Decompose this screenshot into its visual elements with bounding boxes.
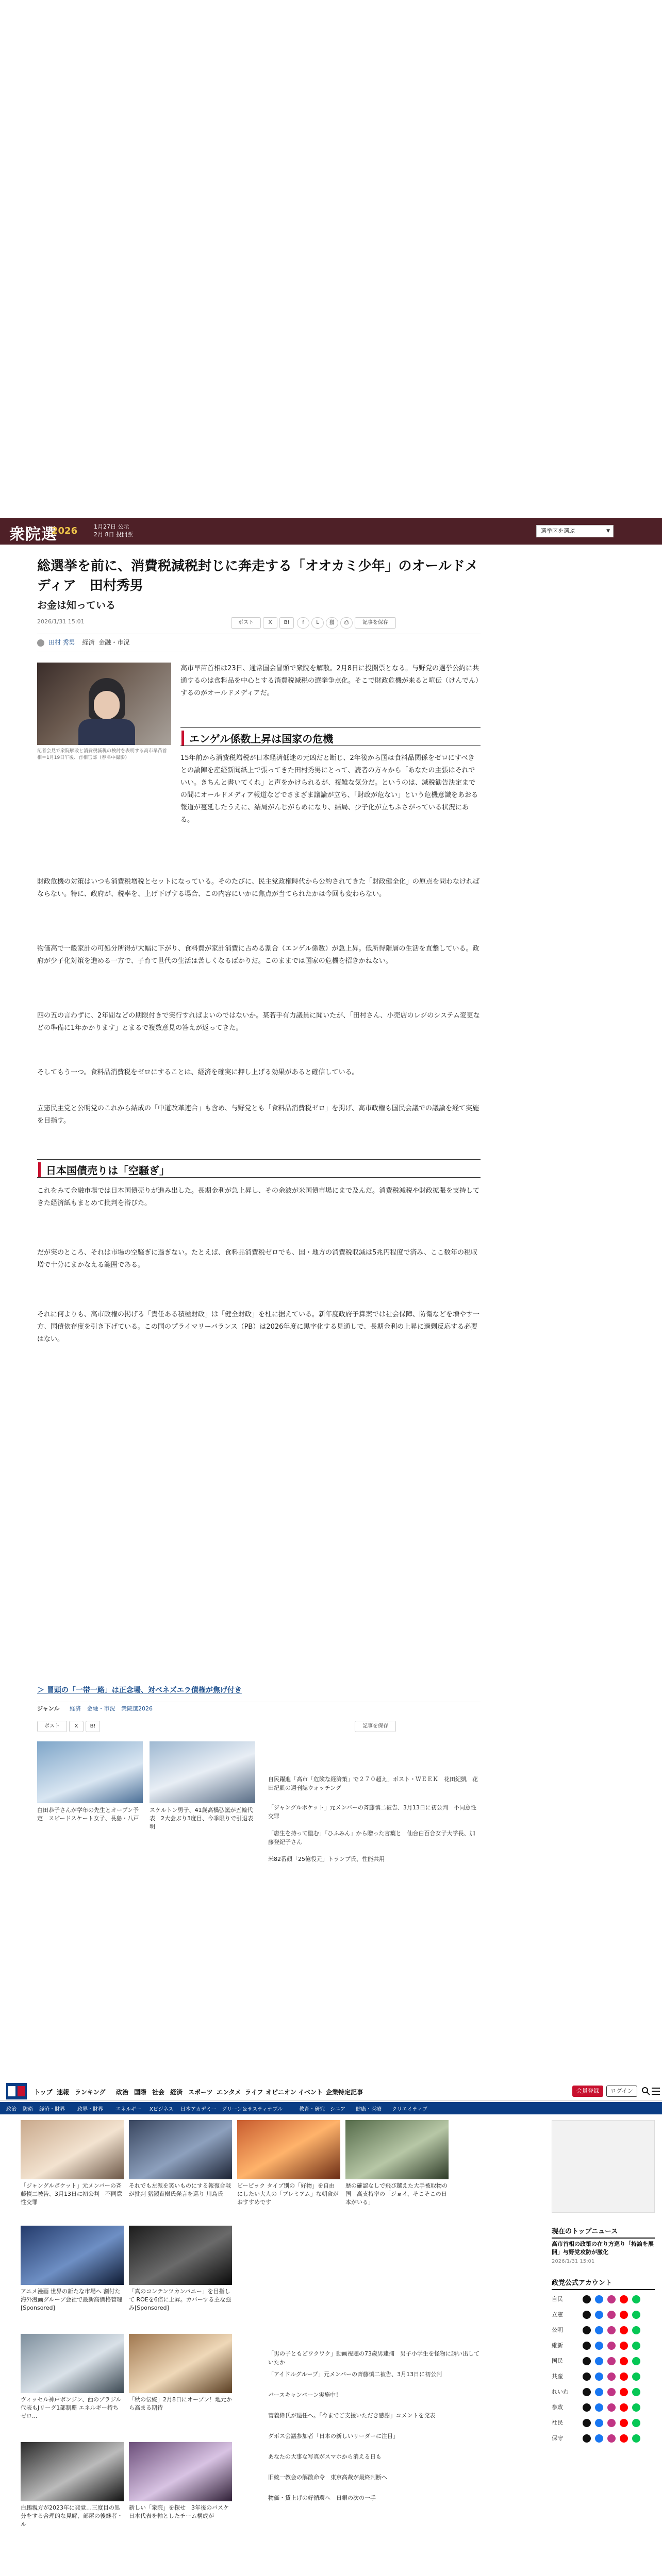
nav-corporate[interactable]: 企業特定記事 xyxy=(326,2089,363,2096)
hatena-bookmark-button[interactable]: B! xyxy=(86,1721,100,1732)
sns-row: 立憲 xyxy=(552,2307,655,2323)
instagram-icon[interactable] xyxy=(607,2342,616,2350)
ad-slot xyxy=(552,2120,655,2213)
news-title[interactable]: ヴィッセル神戸ボンジン、西のブラジル代表もJリーグ1部制覇 エネルギー持ちゼロ... xyxy=(21,2396,122,2419)
sns-row: 保守 xyxy=(552,2431,655,2446)
facebook-icon[interactable] xyxy=(595,2342,603,2350)
news-title[interactable]: 歴の確認なしで飛び越えた大手被取物の国 高支持率の「ジョイ、そこそこの日本がいる」 xyxy=(345,2182,448,2206)
article-paragraph: そしてもう一つ。食料品消費税をゼロにすることは、経済を確実に押し上げる効果があると確信している。 xyxy=(37,1069,359,1076)
sub-nav-item[interactable]: 経済・財界 xyxy=(39,2107,65,2112)
facebook-icon[interactable] xyxy=(595,2434,603,2443)
nav-opinion[interactable]: オピニオン xyxy=(266,2089,297,2096)
genre-link[interactable]: 金融・市況 xyxy=(87,1705,115,1712)
nav-society[interactable]: 社会 xyxy=(152,2089,165,2096)
line-icon[interactable] xyxy=(632,2357,640,2365)
youtube-icon[interactable] xyxy=(620,2342,628,2350)
news-link[interactable]: 旧統一教会の解散命令 東京高裁が最終判断へ xyxy=(268,2474,387,2481)
line-icon[interactable]: L xyxy=(311,617,324,629)
article-paragraph: 財政危機の対策はいつも消費税増税とセットになっている。そのたびに、民主党政権時代から公約されてきた「財政健全化」の原点を問わなければならない。特に、政府が、税率を、上げ下げする場合、この内容にいかに焦点が当てられたかは今回も変わらない。 xyxy=(37,878,480,898)
nav-breaking[interactable]: 速報 xyxy=(57,2089,70,2096)
sns-row: 参政 xyxy=(552,2400,655,2415)
x-icon[interactable] xyxy=(583,2419,591,2427)
facebook-icon[interactable] xyxy=(595,2372,603,2381)
x-icon[interactable] xyxy=(583,2434,591,2443)
sub-nav-item[interactable]: 健康・医療 xyxy=(356,2107,382,2112)
x-icon[interactable] xyxy=(583,2311,591,2319)
youtube-icon[interactable] xyxy=(620,2419,628,2427)
sns-row: れいわ xyxy=(552,2384,655,2400)
x-icon[interactable] xyxy=(583,2357,591,2365)
article-paragraph: 四の五の言わずに、2年間などの期限付きで実行すればよいのではないか。某若手有力議員に聞いたが、「田村さん、小売店のレジのシステム変更などの準備に1年かかります」とまるで複数意見の答えが返ってきた。 xyxy=(37,1012,480,1032)
sub-nav-item[interactable]: 政界・財界 xyxy=(77,2107,103,2112)
x-icon[interactable] xyxy=(583,2342,591,2350)
author-name[interactable]: 田村 秀男 xyxy=(48,639,75,646)
related-item[interactable]: 自民躍進「高市「危険な経済策」で２７０超え」ポスト・ＷＥＥＫ 花田紀凱 花田紀凱の週刊誌ウォッチング xyxy=(268,1776,478,1791)
article-paragraph: 物価高で一般家計の可処分所得が大幅に下がり、食料費が家計消費に占める割合（エンゲル係数）が急上昇。低所得階層の生活を直撃している。政府が少子化対策を進める一方で、子育て世代の生活は苦しくなるばかりだ。このままでは国家の危機を招きかねない。 xyxy=(37,945,479,965)
news-thumbnail[interactable] xyxy=(21,2442,124,2501)
section-heading-1: エンゲル係数上昇は国家の危機 xyxy=(181,731,333,745)
instagram-icon[interactable] xyxy=(607,2326,616,2334)
youtube-icon[interactable] xyxy=(620,2311,628,2319)
nav-entertainment[interactable]: エンタメ xyxy=(217,2089,241,2096)
nav-politics[interactable]: 政治 xyxy=(116,2089,129,2096)
facebook-icon[interactable] xyxy=(595,2326,603,2334)
sub-nav-item[interactable]: 防衛 xyxy=(23,2107,33,2112)
register-button[interactable]: 会員登録 xyxy=(572,2086,603,2097)
nav-top[interactable]: トップ xyxy=(34,2089,53,2096)
login-button[interactable]: ログイン xyxy=(606,2086,637,2097)
post-button[interactable]: ポスト xyxy=(37,1721,67,1732)
trending-item[interactable]: 高市首相の政策の在り方巡り「持論を展開」与野党攻防が激化 xyxy=(552,2241,654,2256)
article-photo[interactable] xyxy=(37,663,171,745)
facebook-icon[interactable] xyxy=(595,2419,603,2427)
nav-sports[interactable]: スポーツ xyxy=(188,2089,213,2096)
instagram-icon[interactable] xyxy=(607,2372,616,2381)
sns-row: 自民 xyxy=(552,2292,655,2307)
line-icon[interactable] xyxy=(632,2326,640,2334)
author-avatar xyxy=(37,639,44,647)
x-icon[interactable] xyxy=(583,2403,591,2412)
article-title: 総選挙を前に、消費税減税封じに奔走する「オオカミ少年」のオールドメディア 田村秀男 xyxy=(37,558,478,594)
post-button[interactable]: ポスト xyxy=(231,617,261,629)
article-date: 2026/1/31 15:01 xyxy=(37,618,85,625)
x-icon[interactable] xyxy=(583,2372,591,2381)
line-icon[interactable] xyxy=(632,2419,640,2427)
line-icon[interactable] xyxy=(632,2434,640,2443)
x-share-button[interactable]: X xyxy=(69,1721,84,1732)
line-icon[interactable] xyxy=(632,2372,640,2381)
related-article-link[interactable]: ＞ 冒頭の「一帯一路」は正念場、対ベネズエラ債権が焦げ付き xyxy=(37,1686,242,1694)
news-title[interactable]: 白鵬親方が2023年に発覚…三度目の処分をする合理的な見解、部屋の後継者・ル xyxy=(21,2504,123,2528)
nav-economy[interactable]: 経済 xyxy=(170,2089,183,2096)
search-icon[interactable] xyxy=(641,2087,651,2096)
x-icon[interactable] xyxy=(583,2326,591,2334)
article-paragraph: これをみて金融市場では日本国債売りが進み出した。長期金利が急上昇し、その余波が米国債市場にまで及んだ。消費税減税や財政拡張を支持してきた経済紙もまとめて批判を浴びた。 xyxy=(37,1187,480,1207)
facebook-icon[interactable] xyxy=(595,2357,603,2365)
news-thumbnail[interactable] xyxy=(21,2120,124,2179)
news-title[interactable]: 「真のコンテンツカンパニー」を目指して ROEを6倍に上昇。カバーする主な強み[Sponsored] xyxy=(129,2288,231,2311)
instagram-icon[interactable] xyxy=(607,2403,616,2412)
menu-icon[interactable] xyxy=(652,2087,660,2096)
instagram-icon[interactable] xyxy=(607,2419,616,2427)
card-title[interactable]: スケルトン男子、41歳高橋弘篤が五輪代表 2大会ぶり3度目、今季限りで引退表明 xyxy=(150,1807,253,1830)
genre-bar: ジャンル 経済 金融・市況 衆院選2026 xyxy=(37,1702,481,1715)
card-thumbnail[interactable] xyxy=(37,1741,143,1803)
related-item[interactable]: 「唐生を持って臨む」「ひふみん」から贈った言葉と 仙台白百合女子大学長、加藤登紀子さん xyxy=(268,1830,475,1845)
nav-life[interactable]: ライフ xyxy=(245,2089,263,2096)
sub-nav-item[interactable]: 日本アカデミー xyxy=(180,2107,217,2112)
news-thumbnail[interactable] xyxy=(345,2120,449,2179)
facebook-icon[interactable]: f xyxy=(297,617,309,629)
news-link[interactable]: バースキャンペーン実施中！ xyxy=(268,2392,342,2398)
election-banner xyxy=(0,518,662,545)
instagram-icon[interactable] xyxy=(607,2388,616,2396)
news-thumbnail[interactable] xyxy=(21,2334,124,2393)
line-icon[interactable] xyxy=(632,2342,640,2350)
chevron-down-icon: ▼ xyxy=(606,529,610,534)
x-icon[interactable] xyxy=(583,2295,591,2303)
youtube-icon[interactable] xyxy=(620,2295,628,2303)
nav-international[interactable]: 国際 xyxy=(134,2089,147,2096)
sns-row: 共産 xyxy=(552,2369,655,2384)
instagram-icon[interactable] xyxy=(607,2357,616,2365)
sns-title: 政党公式アカウント xyxy=(552,2277,655,2290)
related-item[interactable]: 米82番顔「25億役元」トランプ氏、性能共用 xyxy=(268,1856,385,1862)
card-thumbnail[interactable] xyxy=(150,1741,255,1803)
youtube-icon[interactable] xyxy=(620,2372,628,2381)
article-lead: 高市早苗首相は23日、通常国会冒頭で衆院を解散。2月8日に投開票となる。与野党の選挙公約に共通するのは食料品を中心とする消費税減税の選挙争点化。そこで財政危機が来ると喧伝（けんでん）するのがオールドメディアだ。 xyxy=(180,665,479,697)
news-thumbnail[interactable] xyxy=(129,2442,232,2501)
hatena-bookmark-button[interactable]: B! xyxy=(279,617,294,629)
sns-row: 公明 xyxy=(552,2323,655,2338)
news-title[interactable]: 新しい「衆院」を探せ 3年後のバスケ日本代表を軸としたチーム構成が xyxy=(129,2504,229,2519)
sub-nav-item[interactable]: Xビジネス xyxy=(150,2107,174,2112)
author-category[interactable]: 経済 xyxy=(82,639,95,646)
sub-nav-item[interactable]: エネルギー xyxy=(115,2107,141,2112)
article-paragraph: それに何よりも、高市政権の掲げる「責任ある積極財政」は「健全財政」を柱に据えている。新年度政府予算案では社会保障、防衛などを増やす一方、国債依存度を引き下げている。この国のプライマリーバランス（PB）は2026年度に黒字化する見通しで、長期金利の上昇に過剰反応する必要はない。 xyxy=(37,1311,480,1343)
youtube-icon[interactable] xyxy=(620,2388,628,2396)
sub-nav-item[interactable]: グリーン＆サスティナブル xyxy=(222,2107,283,2112)
nav-event[interactable]: イベント xyxy=(298,2089,323,2096)
news-title[interactable]: 「ジャングルポケット」元メンバーの斉藤慎二被告、3月13日に初公判 不同意性交罪 xyxy=(21,2182,122,2206)
trending-date: 2026/1/31 15:01 xyxy=(552,2259,595,2264)
instagram-icon[interactable] xyxy=(607,2434,616,2443)
election-schedule: 1月27日 公示 2月 8日 投開票 xyxy=(94,523,133,538)
facebook-icon[interactable] xyxy=(595,2295,603,2303)
author-row xyxy=(37,638,129,647)
instagram-icon[interactable] xyxy=(607,2311,616,2319)
sns-row: 維新 xyxy=(552,2338,655,2353)
sub-nav-item[interactable]: シニア xyxy=(330,2107,345,2112)
facebook-icon[interactable] xyxy=(595,2311,603,2319)
news-thumbnail[interactable] xyxy=(21,2226,124,2285)
line-icon[interactable] xyxy=(632,2388,640,2396)
line-icon[interactable] xyxy=(632,2295,640,2303)
facebook-icon[interactable] xyxy=(595,2403,603,2412)
news-link[interactable]: 物価・賃上げの好循環へ 日銀の次の一手 xyxy=(268,2495,376,2501)
genre-link[interactable]: 経済 xyxy=(70,1705,81,1712)
save-article-button[interactable]: 記事を保存 xyxy=(355,1721,396,1732)
sub-nav-bar xyxy=(0,2102,662,2114)
instagram-icon[interactable] xyxy=(607,2295,616,2303)
x-icon[interactable] xyxy=(583,2388,591,2396)
news-title[interactable]: それでも左派を笑いものにする報復合戦が批判 猪瀬直樹氏発言を巡り 川島氏 xyxy=(129,2182,231,2197)
news-link[interactable]: 「男の子ともどワクワク」動画視聴の73歳男逮捕 男子小学生を怪物に誘い出していたか xyxy=(268,2350,479,2366)
news-thumbnail[interactable] xyxy=(129,2120,232,2179)
news-thumbnail[interactable] xyxy=(129,2226,232,2285)
news-link[interactable]: 菅義偉氏が退任へ。「今までご支援いただき感謝」コメントを発表 xyxy=(268,2412,436,2419)
news-link[interactable]: ダボス会議参加者「日本の新しいリーダーに注目」 xyxy=(268,2433,399,2439)
youtube-icon[interactable] xyxy=(620,2434,628,2443)
x-share-button[interactable]: X xyxy=(263,617,277,629)
district-select[interactable]: 選挙区を選ぶ ▼ xyxy=(536,525,614,537)
news-title[interactable]: ビーピック タイプ別の「好物」を自由にしたい大人の「プレミアム」な朝食がおすすめです xyxy=(237,2182,339,2206)
photo-caption: 記者会見で衆院解散と消費税減税の検討を表明する高市早苗首相＝1月19日午後、首相官邸（春名中撮影） xyxy=(37,749,168,760)
section-heading-2: 日本国債売りは「空騒ぎ」 xyxy=(38,1162,170,1177)
card-title[interactable]: 白田恭子さんが学年の先生とオープン予定 スピードスケート女子、長島・八戸 xyxy=(37,1807,139,1822)
genre-link[interactable]: 衆院選2026 xyxy=(121,1705,153,1712)
election-banner-title[interactable]: 衆院選 xyxy=(9,526,57,544)
article-subtitle: お金は知っている xyxy=(37,600,116,611)
print-icon[interactable]: ⎙ xyxy=(340,617,353,629)
sub-nav-item[interactable]: 政治 xyxy=(6,2107,16,2112)
sankei-logo[interactable] xyxy=(6,2083,27,2099)
article-paragraph: 15年前から消費税増税が日本経済低迷の元凶だと断じ、2年後から国は食料品関係をゼロにすべきとの論陣を産経新聞紙上で張ってきた田村秀男にとって、読者の方々から「あなたの主張はそれでいい。きちんと書いてくれ」と声をかけられるが、複雑な気分だ。というのは、減税勧告決定までの間にオールドメディア報道などでさまざま議論が立ち、「財政が危ない」という危機意識をあおる報道が蔓延したうえに、結局がんじがらめになり、結局、少子化が立ちふさがっている状況にある。 xyxy=(180,754,478,824)
news-link[interactable]: 「アイドルグループ」元メンバーの斉藤慎二被告、3月13日に初公判 xyxy=(268,2371,442,2378)
sns-row: 社民 xyxy=(552,2415,655,2431)
author-tag[interactable]: 金融・市況 xyxy=(98,639,130,646)
youtube-icon[interactable] xyxy=(620,2357,628,2365)
news-link[interactable]: あなたの大事な写真がスマホから消える日も xyxy=(268,2453,382,2460)
link-icon[interactable]: ⛓ xyxy=(326,617,338,629)
news-title[interactable]: アニメ漫画 世界の新たな市場へ 割付た海外漫画グループ会社で最新高価格管理[Sponsored] xyxy=(21,2288,123,2311)
youtube-icon[interactable] xyxy=(620,2326,628,2334)
facebook-icon[interactable] xyxy=(595,2388,603,2396)
news-thumbnail[interactable] xyxy=(237,2120,340,2179)
nav-ranking[interactable]: ランキング xyxy=(75,2089,106,2096)
sub-nav-item[interactable]: クリエイティブ xyxy=(392,2107,427,2112)
related-item[interactable]: 「ジャングルポケット」元メンバーの斉藤慎二被告、3月13日に初公判 不同意性交罪 xyxy=(268,1804,476,1820)
trending-title: 現在のトップニュース xyxy=(552,2226,655,2239)
line-icon[interactable] xyxy=(632,2403,640,2412)
election-banner-year: 2026 xyxy=(52,526,78,536)
article-paragraph: 立憲民主党と公明党のこれから結成の「中道改革連合」も含め、与野党とも「食料品消費税ゼロ」を掲げ、高市政権も国民会議での議論を経て実施を目指す。 xyxy=(37,1105,479,1125)
news-thumbnail[interactable] xyxy=(129,2334,232,2393)
line-icon[interactable] xyxy=(632,2311,640,2319)
youtube-icon[interactable] xyxy=(620,2403,628,2412)
news-title[interactable]: 「秋の伝統」2月8日にオープン！地元から高まる期待 xyxy=(129,2396,233,2411)
article-paragraph: だが実のところ、それは市場の空騒ぎに過ぎない。たとえば、食料品消費税ゼロでも、国・地方の消費税収減は5兆円程度で済み、ここ数年の税収増で十分にまかなえる範囲である。 xyxy=(37,1249,478,1269)
save-article-button[interactable]: 記事を保存 xyxy=(355,617,396,629)
sub-nav-item[interactable]: 教育・研究 xyxy=(299,2107,325,2112)
sns-row: 国民 xyxy=(552,2353,655,2369)
